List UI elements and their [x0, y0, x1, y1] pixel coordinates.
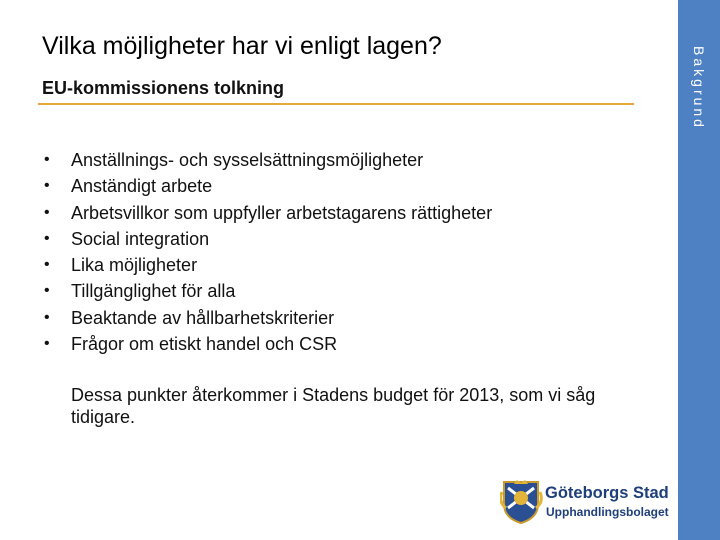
note-paragraph: Dessa punkter återkommer i Stadens budget för 2013, som vi såg tidigare. — [71, 385, 596, 427]
logo-subtitle: Upphandlingsbolaget — [546, 505, 669, 519]
list-item: • Lika möjligheter — [44, 252, 492, 278]
list-item: • Tillgänglighet för alla — [44, 278, 492, 304]
list-item: • Anställnings- och sysselsättningsmöjligheter — [44, 147, 492, 173]
list-item: • Anständigt arbete — [44, 173, 492, 199]
page-subtitle: EU-kommissionens tolkning — [42, 78, 285, 98]
page-title: Vilka möjligheter har vi enligt lagen? — [42, 32, 442, 60]
list-item: • Beaktande av hållbarhetskriterier — [44, 305, 492, 331]
logo-name: Göteborgs Stad — [545, 484, 669, 502]
accent-divider — [38, 103, 634, 105]
list-item: • Frågor om etiskt handel och CSR — [44, 331, 492, 357]
list-item: • Social integration — [44, 226, 492, 252]
list-item: • Arbetsvillkor som uppfyller arbetstagarens rättigheter — [44, 200, 492, 226]
bullet-list — [44, 147, 492, 357]
side-bar-label: Bakgrund — [691, 46, 707, 130]
